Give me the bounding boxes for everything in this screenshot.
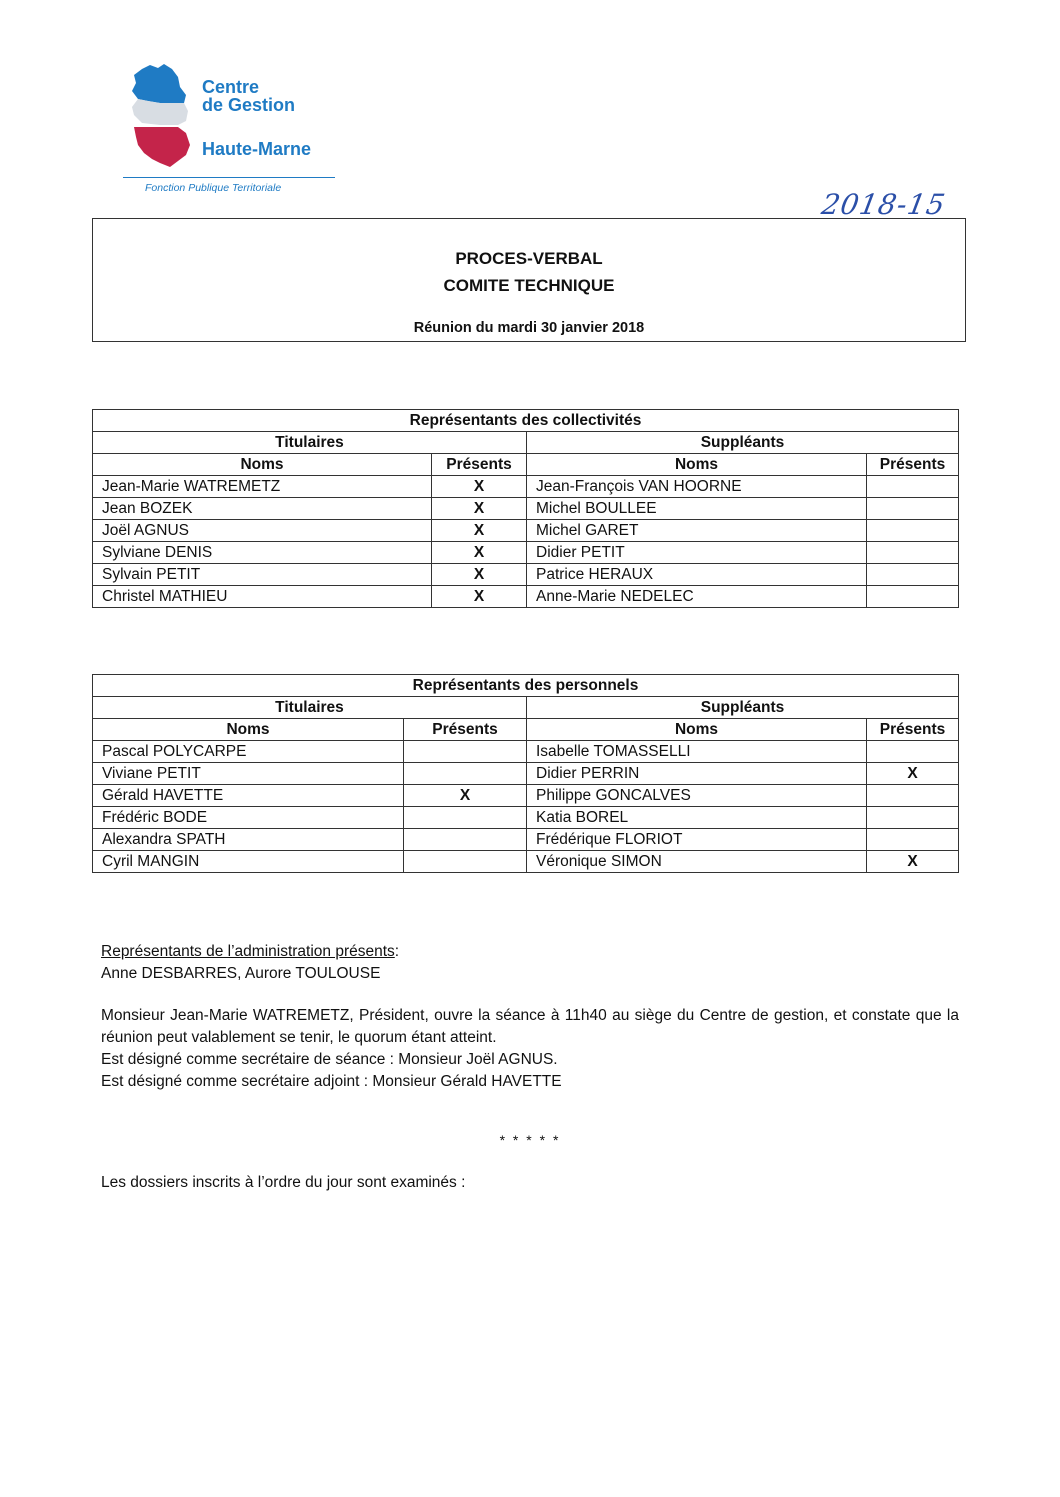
titulaire-name: Jean-Marie WATREMETZ bbox=[93, 476, 432, 498]
col-noms: Noms bbox=[93, 719, 404, 741]
titulaire-name: Frédéric BODE bbox=[93, 807, 404, 829]
titulaire-present-mark bbox=[404, 829, 527, 851]
col-noms: Noms bbox=[527, 454, 867, 476]
admin-heading bbox=[101, 941, 959, 963]
logo-text-centre: Centre bbox=[202, 77, 260, 97]
attendance-table-collectivites bbox=[92, 409, 959, 608]
admin-heading-text: Représentants de l’administration présents bbox=[101, 943, 395, 960]
titulaire-present-mark: X bbox=[432, 586, 527, 608]
titulaire-present-mark bbox=[404, 741, 527, 763]
table-heading: Représentants des personnels bbox=[93, 675, 959, 697]
titulaire-name: Viviane PETIT bbox=[93, 763, 404, 785]
admin-names: Anne DESBARRES, Aurore TOULOUSE bbox=[101, 965, 381, 982]
titulaire-present-mark: X bbox=[432, 476, 527, 498]
titulaire-name: Joël AGNUS bbox=[93, 520, 432, 542]
table-row bbox=[93, 586, 959, 608]
titulaire-present-mark bbox=[404, 807, 527, 829]
table-row bbox=[93, 741, 959, 763]
suppleant-name: Jean-François VAN HOORNE bbox=[527, 476, 867, 498]
titulaire-name: Cyril MANGIN bbox=[93, 851, 404, 873]
suppleant-present-mark bbox=[867, 476, 959, 498]
table-row bbox=[93, 542, 959, 564]
suppleant-name: Frédérique FLORIOT bbox=[527, 829, 867, 851]
logo-divider bbox=[123, 177, 335, 178]
table-row bbox=[93, 763, 959, 785]
suppleant-present-mark: X bbox=[867, 763, 959, 785]
titulaire-name: Gérald HAVETTE bbox=[93, 785, 404, 807]
opening-paragraph: Monsieur Jean-Marie WATREMETZ, Président, ouvre la séance à 11h40 au siège du Centre de gestion, et constate que la réunion peut valablement se tenir, le quorum étant atteint. bbox=[101, 1007, 959, 1046]
titulaire-present-mark bbox=[404, 851, 527, 873]
group-titulaires: Titulaires bbox=[93, 697, 527, 719]
suppleant-present-mark bbox=[867, 785, 959, 807]
document-subtitle: COMITE TECHNIQUE bbox=[443, 276, 615, 295]
assistant-secretary-line: Est désigné comme secrétaire adjoint : Monsieur Gérald HAVETTE bbox=[101, 1073, 562, 1090]
col-noms: Noms bbox=[527, 719, 867, 741]
suppleant-present-mark bbox=[867, 586, 959, 608]
suppleant-present-mark bbox=[867, 498, 959, 520]
titulaire-name: Alexandra SPATH bbox=[93, 829, 404, 851]
logo-text-de-gestion: de Gestion bbox=[202, 95, 296, 115]
table-row bbox=[93, 851, 959, 873]
col-noms: Noms bbox=[93, 454, 432, 476]
suppleant-present-mark bbox=[867, 564, 959, 586]
table-row bbox=[93, 476, 959, 498]
suppleant-name: Didier PETIT bbox=[527, 542, 867, 564]
section-separator: * * * * * bbox=[499, 1132, 561, 1148]
title-box bbox=[92, 218, 966, 342]
table-row bbox=[93, 498, 959, 520]
suppleant-name: Didier PERRIN bbox=[527, 763, 867, 785]
col-presents: Présents bbox=[404, 719, 527, 741]
secretary-line: Est désigné comme secrétaire de séance : Monsieur Joël AGNUS. bbox=[101, 1051, 558, 1068]
titulaire-present-mark: X bbox=[404, 785, 527, 807]
titulaire-name: Sylviane DENIS bbox=[93, 542, 432, 564]
titulaire-present-mark: X bbox=[432, 564, 527, 586]
titulaire-present-mark: X bbox=[432, 520, 527, 542]
titulaire-present-mark: X bbox=[432, 542, 527, 564]
meeting-date: Réunion du mardi 30 janvier 2018 bbox=[413, 320, 645, 336]
suppleant-name: Patrice HERAUX bbox=[527, 564, 867, 586]
suppleant-name: Anne-Marie NEDELEC bbox=[527, 586, 867, 608]
suppleant-present-mark bbox=[867, 807, 959, 829]
document-title: PROCES-VERBAL bbox=[455, 249, 603, 268]
suppleant-name: Véronique SIMON bbox=[527, 851, 867, 873]
suppleant-name: Philippe GONCALVES bbox=[527, 785, 867, 807]
titulaire-name: Pascal POLYCARPE bbox=[93, 741, 404, 763]
handwritten-reference: 2018-15 bbox=[819, 188, 949, 221]
suppleant-name: Katia BOREL bbox=[527, 807, 867, 829]
suppleant-name: Isabelle TOMASSELLI bbox=[527, 741, 867, 763]
suppleant-present-mark: X bbox=[867, 851, 959, 873]
group-titulaires: Titulaires bbox=[93, 432, 527, 454]
suppleant-present-mark bbox=[867, 520, 959, 542]
suppleant-present-mark bbox=[867, 542, 959, 564]
group-suppleants: Suppléants bbox=[527, 432, 959, 454]
logo-tagline: Fonction Publique Territoriale bbox=[145, 182, 282, 194]
suppleant-present-mark bbox=[867, 829, 959, 851]
col-presents: Présents bbox=[432, 454, 527, 476]
titulaire-present-mark: X bbox=[432, 498, 527, 520]
suppleant-name: Michel BOULLEE bbox=[527, 498, 867, 520]
attendance-table-personnels bbox=[92, 674, 959, 873]
table-heading: Représentants des collectivités bbox=[93, 410, 959, 432]
logo bbox=[120, 55, 350, 205]
titulaire-present-mark bbox=[404, 763, 527, 785]
admin-heading-colon: : bbox=[394, 943, 400, 960]
haute-marne-map-icon bbox=[120, 55, 210, 175]
table-row bbox=[93, 520, 959, 542]
group-suppleants: Suppléants bbox=[527, 697, 959, 719]
table-row bbox=[93, 785, 959, 807]
dossiers-line: Les dossiers inscrits à l’ordre du jour sont examinés : bbox=[101, 1174, 466, 1191]
titulaire-name: Jean BOZEK bbox=[93, 498, 432, 520]
suppleant-name: Michel GARET bbox=[527, 520, 867, 542]
logo-text-haute-marne: Haute-Marne bbox=[202, 139, 312, 159]
table-row bbox=[93, 807, 959, 829]
col-presents: Présents bbox=[867, 454, 959, 476]
table-row bbox=[93, 564, 959, 586]
col-presents: Présents bbox=[867, 719, 959, 741]
titulaire-name: Sylvain PETIT bbox=[93, 564, 432, 586]
suppleant-present-mark bbox=[867, 741, 959, 763]
table-row bbox=[93, 829, 959, 851]
titulaire-name: Christel MATHIEU bbox=[93, 586, 432, 608]
